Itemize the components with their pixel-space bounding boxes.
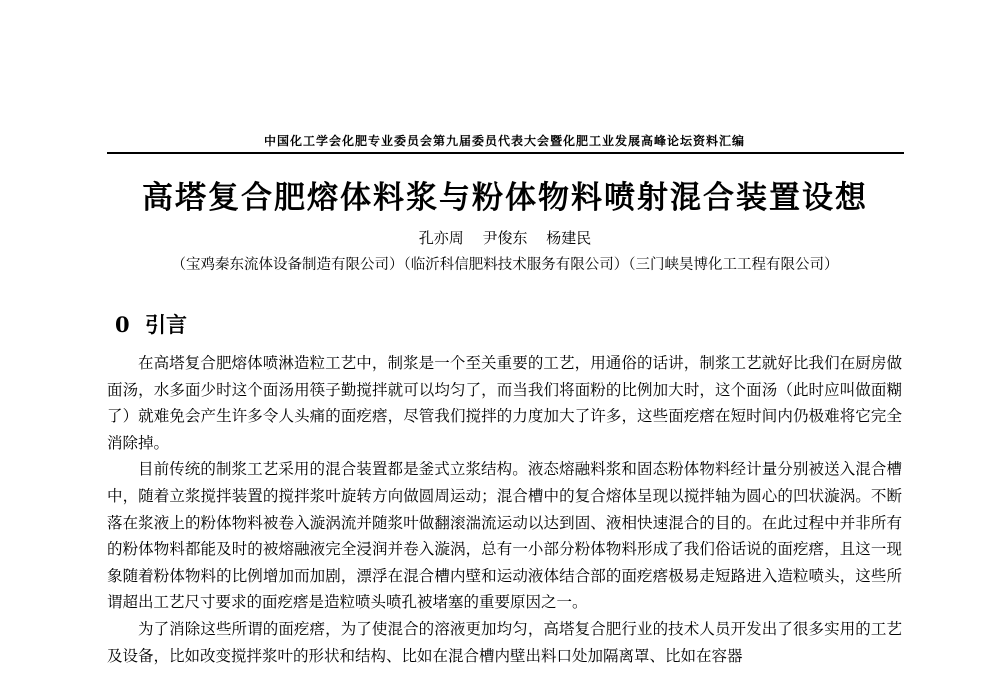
paragraph: 目前传统的制浆工艺采用的混合装置都是釜式立浆结构。液态熔融料浆和固态粉体物料经计量分别被送入混合槽中，随着立浆搅拌装置的搅拌浆叶旋转方向做圆周运动；混合槽中的复合熔体呈现以搅拌轴为圆心的凹状漩涡。不断落在浆液上的粉体物料被卷入漩涡流并随浆叶做翻滚湍流运动以达到固、液相快速混合的目的。在此过程中并非所有的粉体物料都能及时的被熔融液完全浸润并卷入漩涡，总有一小部分粉体物料形成了我们俗话说的面疙瘩，且这一现象随着粉体物料的比例增加而加剧，漂浮在混合槽内壁和运动液体结合部的面疙瘩极易走短路进入造粒喷头，这些所谓超出工艺尺寸要求的面疙瘩是造粒喷头喷孔被堵塞的重要原因之一。 [107,460,902,612]
running-header: 中国化工学会化肥专业委员会第九届委员代表大会暨化肥工业发展高峰论坛资料汇编 [263,134,745,148]
article-authors: 孔亦周 尹俊东 杨建民 [418,229,592,247]
paragraph: 在高塔复合肥熔体喷淋造粒工艺中，制浆是一个至关重要的工艺，用通俗的话讲，制浆工艺就好比我们在厨房做面汤，水多面少时这个面汤用筷子勤搅拌就可以均匀了，而当我们将面粉的比例加大时，这个面汤（此时应叫做面糊了）就难免会产生许多令人头痛的面疙瘩，尽管我们搅拌的力度加大了许多，这些面疙瘩在短时间内仍极难将它完全消除掉。 [107,354,902,452]
section-title: 引言 [145,313,187,337]
header-rule [107,152,904,154]
article-affiliations: （宝鸡秦东流体设备制造有限公司）（临沂科信肥料技术服务有限公司）（三门峡昊博化工工程有限公司） [171,257,839,273]
paragraph: 为了消除这些所谓的面疙瘩，为了使混合的溶液更加均匀，高塔复合肥行业的技术人员开发出了很多实用的工艺及设备，比如改变搅拌浆叶的形状和结构、比如在混合槽内壁出料口处加隔离罩、比如在容器 [107,619,902,665]
section-number: 0 [115,312,130,337]
section-heading [115,310,187,340]
article-body [107,350,902,669]
article-title: 高塔复合肥熔体料浆与粉体物料喷射混合装置设想 [142,180,868,216]
